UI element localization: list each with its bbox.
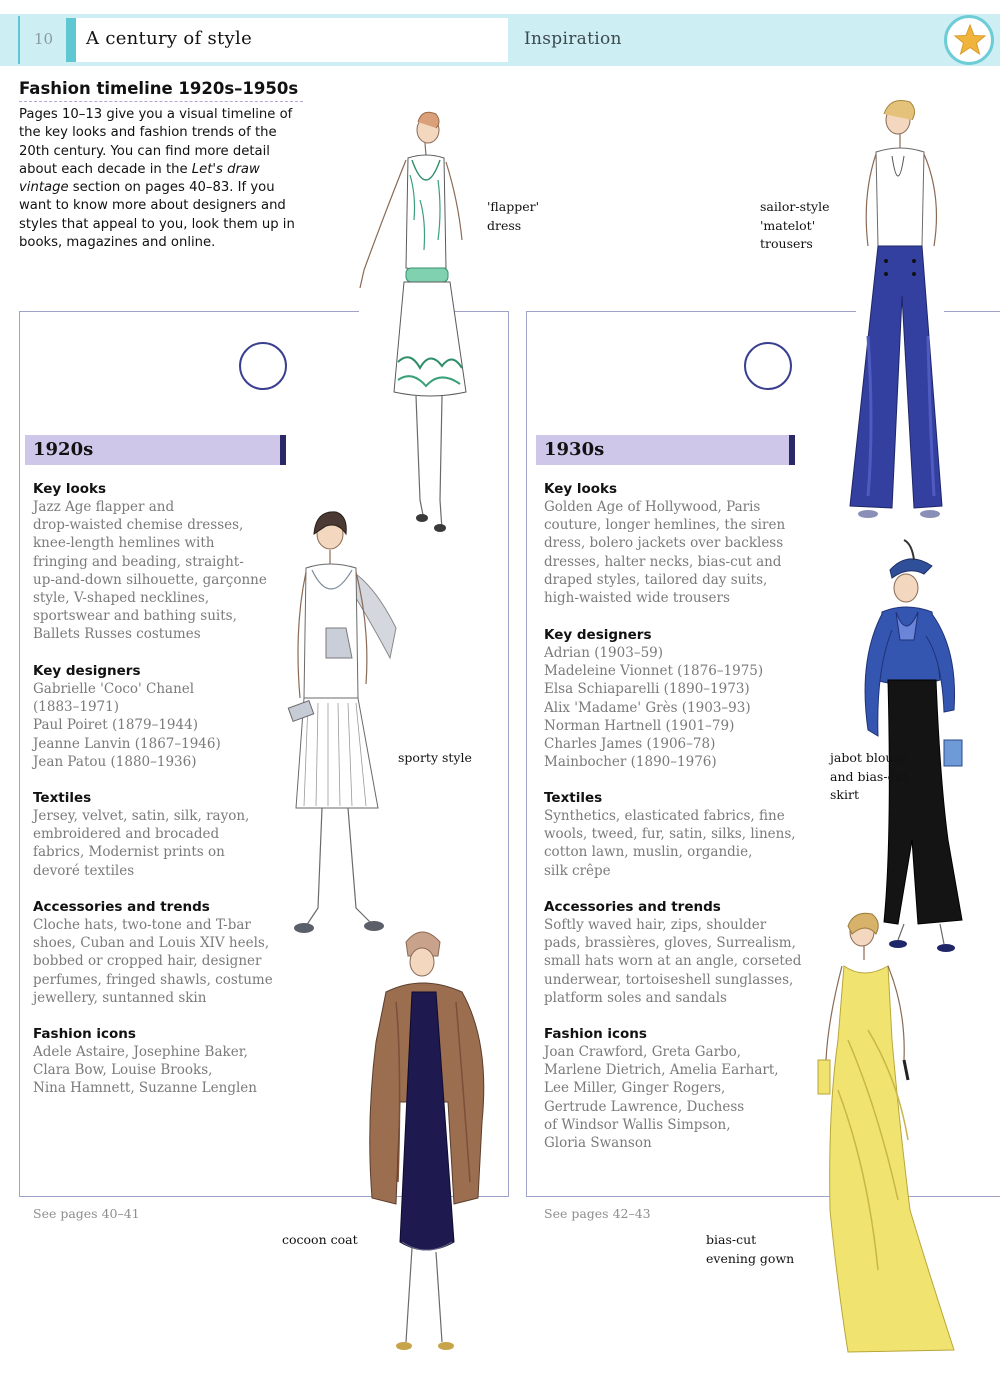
see-pages-link[interactable]: See pages 40–41	[33, 1206, 140, 1221]
caption-line: skirt	[830, 787, 859, 802]
section-heading: Key designers	[544, 627, 652, 643]
text-line: drop-waisted chemise dresses,	[33, 517, 244, 534]
section-lines	[33, 916, 273, 1007]
text-line: knee-length hemlines with	[33, 535, 215, 552]
text-line: Adrian (1903–59)	[544, 645, 664, 661]
caption-line: bias-cut	[706, 1232, 757, 1247]
text-line: high-waisted wide trousers	[544, 590, 730, 607]
section-heading: Key designers	[33, 663, 141, 679]
text-line: dresses, halter necks, bias-cut and	[544, 553, 782, 570]
page-number: 10	[34, 30, 54, 48]
text-line: Alix 'Madame' Grès (1903–93)	[544, 699, 751, 716]
caption-evening-gown	[706, 1231, 794, 1268]
text-line: bobbed or cropped hair, designer	[33, 953, 262, 970]
section-heading: Accessories and trends	[544, 899, 721, 915]
section-lines	[33, 807, 249, 880]
caption-line: sailor-style	[760, 199, 830, 214]
text-line: wools, tweed, fur, satin, silks, linens,	[544, 826, 796, 843]
decade-title-1920s: 1920s	[33, 439, 94, 460]
see-pages-link[interactable]: See pages 42–43	[544, 1206, 651, 1221]
heading-underline	[19, 101, 303, 102]
text-line: Adele Astaire, Josephine Baker,	[33, 1044, 248, 1060]
text-line: draped styles, tailored day suits,	[544, 571, 768, 588]
text-line: Jersey, velvet, satin, silk, rayon,	[33, 808, 250, 824]
text-line: small hats worn at an angle, corseted	[544, 953, 802, 970]
star-badge	[944, 15, 994, 65]
evening-gown-illustration	[808, 910, 958, 1380]
intro-body	[19, 106, 309, 252]
text-line: Synthetics, elasticated fabrics, fine	[544, 808, 785, 824]
text-line: of Windsor Wallis Simpson,	[544, 1116, 731, 1133]
caption-line: jabot blouse	[830, 750, 908, 765]
text-line: Paul Poiret (1879–1944)	[33, 717, 198, 734]
text-line: Gertrude Lawrence, Duchess	[544, 1098, 745, 1115]
sailor-trousers-illustration	[838, 96, 968, 536]
text-line: devoré textiles	[33, 862, 135, 879]
panel-1930s-top-rule	[526, 311, 856, 312]
text-line: Marlene Dietrich, Amelia Earhart,	[544, 1062, 779, 1079]
text-line: sportswear and bathing suits,	[33, 608, 237, 625]
decade-title-1930s: 1930s	[544, 439, 605, 460]
text-line: silk crêpe	[544, 862, 611, 879]
text-line: Joan Crawford, Greta Garbo,	[544, 1044, 742, 1060]
text-line: Softly waved hair, zips, shoulder	[544, 917, 767, 933]
section-heading: Fashion icons	[33, 1026, 136, 1042]
caption-sailor-trousers	[760, 198, 829, 254]
text-line: shoes, Cuban and Louis XIV heels,	[33, 935, 270, 952]
text-line: up-and-down silhouette, garçonne	[33, 571, 267, 588]
section-heading: Fashion icons	[544, 1026, 647, 1042]
text-line: Gloria Swanson	[544, 1135, 652, 1152]
section-lines	[33, 680, 221, 771]
caption-line: trousers	[760, 236, 813, 251]
text-line: style, V-shaped necklines,	[33, 590, 210, 607]
panel-1920s-top-rule	[19, 311, 359, 312]
intro-text-italic: Let's draw vintage	[19, 161, 260, 196]
section-heading: Textiles	[33, 790, 92, 806]
text-line: Jeanne Lanvin (1867–1946)	[33, 735, 221, 752]
section-heading: Accessories and trends	[33, 899, 210, 915]
section-lines	[33, 1043, 257, 1098]
text-line: Gabrielle 'Coco' Chanel	[33, 681, 195, 697]
section-lines	[33, 498, 267, 644]
caption-line: dress	[487, 217, 522, 233]
section-heading: Textiles	[544, 790, 603, 806]
text-line: Jazz Age flapper and	[33, 499, 175, 515]
caption-line: evening gown	[706, 1250, 795, 1266]
sporty-style-illustration	[286, 508, 416, 948]
section-lines	[544, 807, 796, 880]
text-line: Lee Miller, Ginger Rogers,	[544, 1080, 726, 1097]
section-lines	[544, 498, 785, 607]
text-line: couture, longer hemlines, the siren	[544, 517, 786, 534]
text-line: jewellery, suntanned skin	[33, 989, 207, 1006]
text-line: embroidered and brocaded	[33, 826, 220, 843]
text-line: fringing and beading, straight-	[33, 553, 244, 570]
text-line: Norman Hartnell (1901–79)	[544, 717, 735, 734]
decade-circle-1920s	[239, 342, 287, 390]
caption-sporty-style	[398, 749, 472, 768]
caption-jabot-blouse	[830, 749, 908, 805]
text-line: dress, bolero jackets over backless	[544, 535, 784, 552]
intro-text-1: Pages 10–13 give you a visual timeline of the key looks and fashion trends of the 20th century. You can find more detail about each decade in the	[19, 107, 293, 177]
text-line: underwear, tortoiseshell sunglasses,	[544, 971, 794, 988]
caption-flapper-dress	[487, 198, 539, 235]
cocoon-coat-illustration	[366, 922, 506, 1372]
text-line: pads, brassières, gloves, Surrealism,	[544, 935, 796, 952]
text-line: Charles James (1906–78)	[544, 736, 716, 753]
section-lines	[544, 916, 801, 1007]
intro-text-2: section on pages 40–83. If you want to know more about designers and styles that appeal to you, look them up in books, magazines and online.	[19, 180, 295, 251]
text-line: (1883–1971)	[33, 699, 119, 716]
caption-cocoon-coat	[282, 1231, 358, 1250]
text-line: Elsa Schiaparelli (1890–1973)	[544, 681, 750, 698]
section-lines	[544, 1043, 779, 1152]
decade-circle-1930s	[744, 342, 792, 390]
section-lines	[544, 644, 763, 771]
header-rule	[18, 16, 20, 64]
caption-line: sporty style	[398, 750, 472, 765]
section-label: Inspiration	[524, 29, 622, 49]
text-line: Madeleine Vionnet (1876–1975)	[544, 663, 764, 680]
text-line: platform soles and sandals	[544, 989, 727, 1006]
text-line: perfumes, fringed shawls, costume	[33, 971, 273, 988]
text-line: fabrics, Modernist prints on	[33, 844, 225, 861]
text-line: cotton lawn, muslin, organdie,	[544, 844, 753, 861]
section-heading: Key looks	[33, 481, 107, 497]
star-icon	[953, 23, 987, 57]
text-line: Golden Age of Hollywood, Paris	[544, 499, 761, 515]
caption-line: and bias-cut	[830, 768, 908, 784]
intro-heading: Fashion timeline 1920s–1950s	[19, 79, 299, 98]
flapper-dress-illustration	[350, 100, 470, 560]
caption-line: 'matelot'	[760, 217, 816, 233]
caption-line: 'flapper'	[487, 199, 540, 214]
text-line: Cloche hats, two-tone and T-bar	[33, 917, 251, 933]
text-line: Mainbocher (1890–1976)	[544, 754, 717, 771]
text-line: Nina Hamnett, Suzanne Lenglen	[33, 1080, 257, 1097]
text-line: Ballets Russes costumes	[33, 626, 201, 643]
caption-line: cocoon coat	[282, 1232, 358, 1247]
text-line: Jean Patou (1880–1936)	[33, 753, 197, 770]
text-line: Clara Bow, Louise Brooks,	[33, 1062, 213, 1079]
section-heading: Key looks	[544, 481, 618, 497]
page-title: A century of style	[86, 28, 253, 49]
